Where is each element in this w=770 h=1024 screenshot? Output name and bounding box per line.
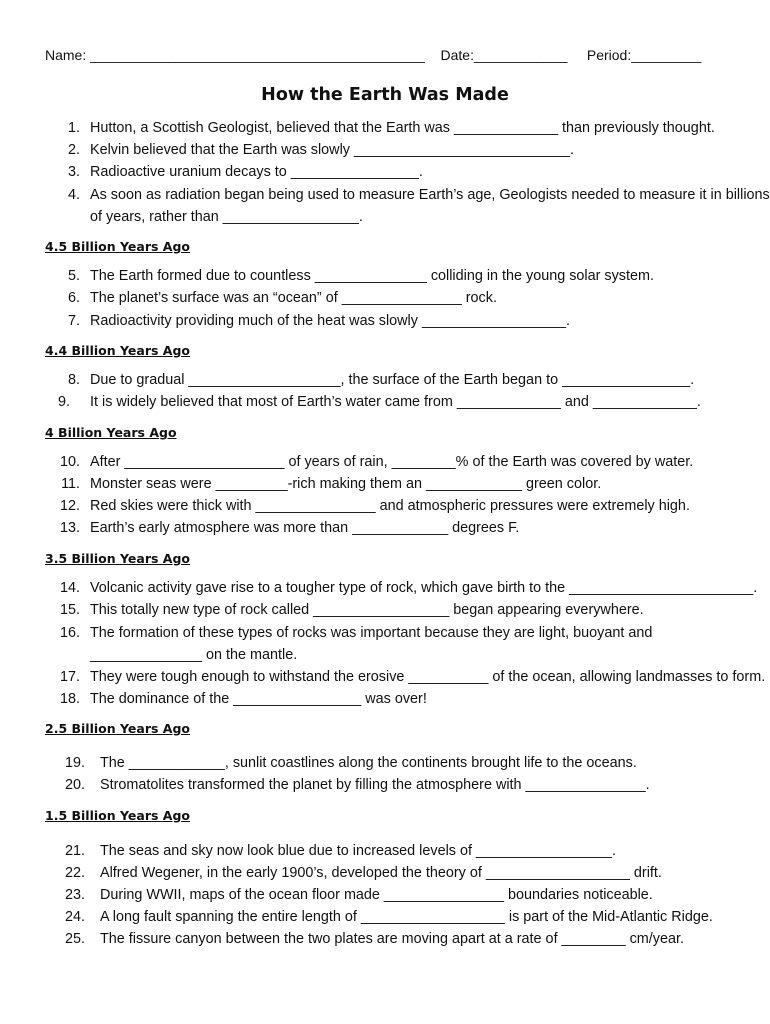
question-number: 24. [64, 909, 85, 925]
question-text: Monster seas were _________-rich making them an ____________ green color. [90, 476, 602, 492]
question-number: 25. [64, 931, 85, 947]
question-number: 13. [59, 520, 80, 536]
question-number: 14. [59, 580, 80, 596]
question-text: Volcanic activity gave rise to a tougher type of rock, which gave birth to the _______________________. [90, 580, 758, 596]
question-text: Radioactivity providing much of the heat was slowly __________________. [90, 313, 570, 329]
name-field[interactable]: Name: ___________________________________________ [45, 47, 425, 63]
question-number: 17. [59, 669, 80, 685]
question-text: The planet’s surface was an “ocean” of _______________ rock. [90, 290, 497, 306]
section-heading: 3.5 Billion Years Ago [45, 551, 190, 566]
question-text: Kelvin believed that the Earth was slowly ___________________________. [90, 142, 575, 158]
question-number: 5. [67, 268, 80, 284]
question-text: This totally new type of rock called _________________ began appearing everywhere. [90, 602, 644, 618]
question-number: 6. [67, 290, 80, 306]
section-heading: 1.5 Billion Years Ago [45, 808, 190, 823]
question-number: 22. [64, 865, 85, 881]
question-text: The formation of these types of rocks was important because they are light, buoyant and [90, 625, 653, 641]
question-number: 9. [57, 394, 70, 410]
question-text: Alfred Wegener, in the early 1900’s, developed the theory of __________________ drift. [100, 865, 662, 881]
question-number: 1. [67, 120, 80, 136]
question-text: Red skies were thick with _______________ and atmospheric pressures were extremely high. [90, 498, 690, 514]
section-heading: 4 Billion Years Ago [45, 425, 177, 440]
question-text: ______________ on the mantle. [90, 647, 298, 663]
question-text: Hutton, a Scottish Geologist, believed that the Earth was _____________ than previously thought. [90, 120, 715, 136]
question-number: 20. [64, 777, 85, 793]
question-number: 10. [59, 454, 80, 470]
question-number: 21. [64, 843, 85, 859]
question-text: The fissure canyon between the two plates are moving apart at a rate of ________ cm/year. [100, 931, 684, 947]
question-text: Due to gradual ___________________, the surface of the Earth began to ________________. [90, 372, 695, 388]
question-text: of years, rather than _________________. [90, 209, 363, 225]
question-number: 4. [67, 187, 80, 203]
question-number: 2. [67, 142, 80, 158]
question-text: During WWII, maps of the ocean floor made _______________ boundaries noticeable. [100, 887, 653, 903]
question-number: 7. [67, 313, 80, 329]
question-text: The Earth formed due to countless ______________ colliding in the young solar system. [90, 268, 654, 284]
question-text: Stromatolites transformed the planet by filling the atmosphere with _______________. [100, 777, 650, 793]
question-number: 19. [64, 755, 85, 771]
section-heading: 4.5 Billion Years Ago [45, 239, 190, 254]
question-text: The dominance of the ________________ was over! [90, 691, 427, 707]
question-text: Radioactive uranium decays to ________________. [90, 164, 423, 180]
question-text: They were tough enough to withstand the erosive __________ of the ocean, allowing landmasses to form. [90, 669, 766, 685]
question-number: 15. [59, 602, 80, 618]
question-text: The ____________, sunlit coastlines along the continents brought life to the oceans. [100, 755, 637, 771]
date-field[interactable]: Date:____________ [440, 47, 568, 63]
question-number: 11. [61, 476, 80, 492]
question-number: 18. [59, 691, 80, 707]
period-field[interactable]: Period:_________ [586, 47, 702, 63]
question-text: After ____________________ of years of rain, ________% of the Earth was covered by water. [90, 454, 694, 470]
question-number: 12. [59, 498, 80, 514]
section-heading: 2.5 Billion Years Ago [45, 721, 190, 736]
question-text: It is widely believed that most of Earth’s water came from _____________ and _____________. [90, 394, 701, 410]
question-number: 16. [59, 625, 80, 641]
question-number: 3. [67, 164, 80, 180]
page-title: How the Earth Was Made [261, 85, 509, 105]
question-text: Earth’s early atmosphere was more than ____________ degrees F. [90, 520, 520, 536]
header-line [45, 47, 730, 63]
question-number: 8. [67, 372, 80, 388]
question-number: 23. [64, 887, 85, 903]
question-text: The seas and sky now look blue due to increased levels of _________________. [100, 843, 617, 859]
question-text: A long fault spanning the entire length of __________________ is part of the Mid-Atlantic Ridge. [100, 909, 713, 925]
section-heading: 4.4 Billion Years Ago [45, 343, 190, 358]
question-text: As soon as radiation began being used to measure Earth’s age, Geologists needed to measure it in billions [90, 187, 770, 203]
